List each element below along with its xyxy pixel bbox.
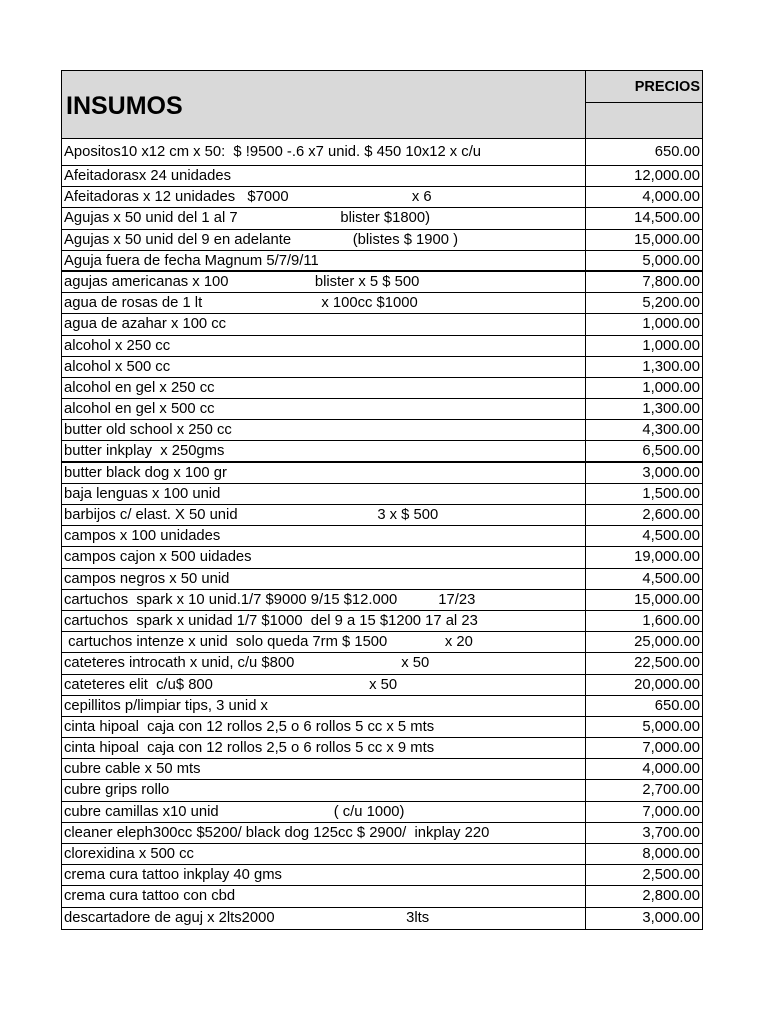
table-row [62,886,702,907]
table-row [62,780,702,801]
table-row [62,908,702,929]
item-price: 12,000.00 [634,168,700,184]
table-row [62,336,702,357]
item-price: 19,000.00 [634,549,700,566]
table-row [62,441,702,462]
item-description: cepillitos p/limpiar tips, 3 unid x [62,696,586,716]
item-price: 2,700.00 [642,782,700,799]
item-description: cubre cable x 50 mts [62,759,586,779]
item-description: Agujas x 50 unid del 9 en adelante (blistes $ 1900 ) [62,230,586,250]
table-row [62,802,702,823]
table-row [62,759,702,780]
table-row [62,230,702,251]
item-price: 4,500.00 [642,528,700,545]
table-row [62,632,702,653]
item-description: cartuchos spark x unidad 1/7 $1000 del 9 a 15 $1200 17 al 23 [62,611,586,631]
item-price: 25,000.00 [634,634,700,651]
table-row [62,293,702,314]
item-description: Apositos10 x12 cm x 50: $ !9500 -.6 x7 unid. $ 450 10x12 x c/u [62,139,586,165]
table-row [62,738,702,759]
item-price: 7,000.00 [642,803,700,820]
item-price: 4,500.00 [642,570,700,587]
table-row [62,590,702,611]
item-description: clorexidina x 500 cc [62,844,586,864]
price-column-header [586,71,702,138]
item-description: descartadore de aguj x 2lts2000 3lts [62,908,586,929]
item-price: 20,000.00 [634,676,700,693]
item-price: 2,800.00 [642,888,700,905]
item-description: alcohol en gel x 250 cc [62,378,586,398]
item-price: 7,800.00 [642,273,700,290]
item-description: cartuchos intenze x unid solo queda 7rm $ 1500 x 20 [62,632,586,652]
table-title: INSUMOS [62,71,586,138]
item-description: alcohol x 500 cc [62,357,586,377]
item-price: 5,200.00 [642,295,700,312]
table-row [62,526,702,547]
item-description: cinta hipoal caja con 12 rollos 2,5 o 6 rollos 5 cc x 5 mts [62,717,586,737]
item-description: cubre camillas x10 unid ( c/u 1000) [62,802,586,822]
item-description: barbijos c/ elast. X 50 unid 3 x $ 500 [62,505,586,525]
table-row [62,251,702,272]
item-description: cleaner eleph300cc $5200/ black dog 125cc $ 2900/ inkplay 220 [62,823,586,843]
table-row [62,314,702,335]
item-description: crema cura tattoo inkplay 40 gms [62,865,586,885]
table-row [62,696,702,717]
item-description: crema cura tattoo con cbd [62,886,586,906]
item-price: 2,600.00 [642,507,700,523]
item-description: cateteres introcath x unid, c/u $800 x 50 [62,653,586,673]
item-price: 4,300.00 [642,422,700,439]
item-price: 5,000.00 [642,718,700,735]
item-price: 2,500.00 [642,867,700,884]
item-description: campos negros x 50 unid [62,569,586,589]
item-description: cinta hipoal caja con 12 rollos 2,5 o 6 rollos 5 cc x 9 mts [62,738,586,758]
table-row [62,569,702,590]
table-row [62,505,702,526]
item-price: 15,000.00 [634,231,700,248]
item-description: Afeitadoras x 12 unidades $7000 x 6 [62,187,586,207]
item-description: butter black dog x 100 gr [62,463,586,483]
item-price: 3,700.00 [642,824,700,841]
item-description: Afeitadorasx 24 unidades [62,166,586,186]
price-header-blank [586,103,702,138]
item-price: 3,000.00 [642,464,700,481]
item-description: Aguja fuera de fecha Magnum 5/7/9/11 [62,251,586,270]
table-row [62,208,702,229]
item-price: 1,000.00 [642,379,700,396]
item-description: Agujas x 50 unid del 1 al 7 blister $1800) [62,208,586,228]
item-price: 1,600.00 [642,612,700,629]
item-price: 6,500.00 [642,443,700,460]
item-price: 14,500.00 [634,210,700,227]
table-row [62,611,702,632]
table-row [62,823,702,844]
item-description: agua de rosas de 1 lt x 100cc $1000 [62,293,586,313]
table-body [62,139,702,929]
item-price: 650.00 [654,697,700,714]
table-row [62,139,702,166]
table-row [62,187,702,208]
item-price: 3,000.00 [642,909,700,926]
table-row [62,272,702,293]
item-description: campos x 100 unidades [62,526,586,546]
table-row [62,717,702,738]
table-row [62,675,702,696]
price-header-label: PRECIOS [586,71,702,103]
item-description: campos cajon x 500 uidades [62,547,586,567]
item-price: 1,500.00 [642,485,700,502]
item-price: 1,000.00 [642,337,700,354]
item-price: 4,000.00 [642,189,700,206]
item-description: butter old school x 250 cc [62,420,586,440]
item-price: 7,000.00 [642,740,700,757]
item-price: 1,300.00 [642,401,700,418]
item-description: alcohol en gel x 500 cc [62,399,586,419]
price-table [61,70,703,930]
table-row [62,399,702,420]
item-description: butter inkplay x 250gms [62,441,586,460]
table-row [62,844,702,865]
table-row [62,653,702,674]
table-row [62,420,702,441]
item-price: 5,000.00 [642,252,700,269]
item-description: agujas americanas x 100 blister x 5 $ 500 [62,272,586,292]
item-description: cateteres elit c/u$ 800 x 50 [62,675,586,695]
table-row [62,378,702,399]
item-price: 1,300.00 [642,358,700,375]
item-price: 22,500.00 [634,655,700,672]
table-row [62,463,702,484]
table-row [62,484,702,505]
item-price: 1,000.00 [642,316,700,333]
table-row [62,166,702,187]
item-description: baja lenguas x 100 unid [62,484,586,504]
item-price: 15,000.00 [634,591,700,608]
item-description: cubre grips rollo [62,780,586,800]
item-description: agua de azahar x 100 cc [62,314,586,334]
table-row [62,865,702,886]
table-header [62,71,702,139]
item-description: alcohol x 250 cc [62,336,586,356]
item-description: cartuchos spark x 10 unid.1/7 $9000 9/15 $12.000 17/23 [62,590,586,610]
item-price: 4,000.00 [642,761,700,778]
table-row [62,357,702,378]
table-row [62,547,702,568]
item-price: 8,000.00 [642,846,700,862]
item-price: 650.00 [654,144,700,160]
